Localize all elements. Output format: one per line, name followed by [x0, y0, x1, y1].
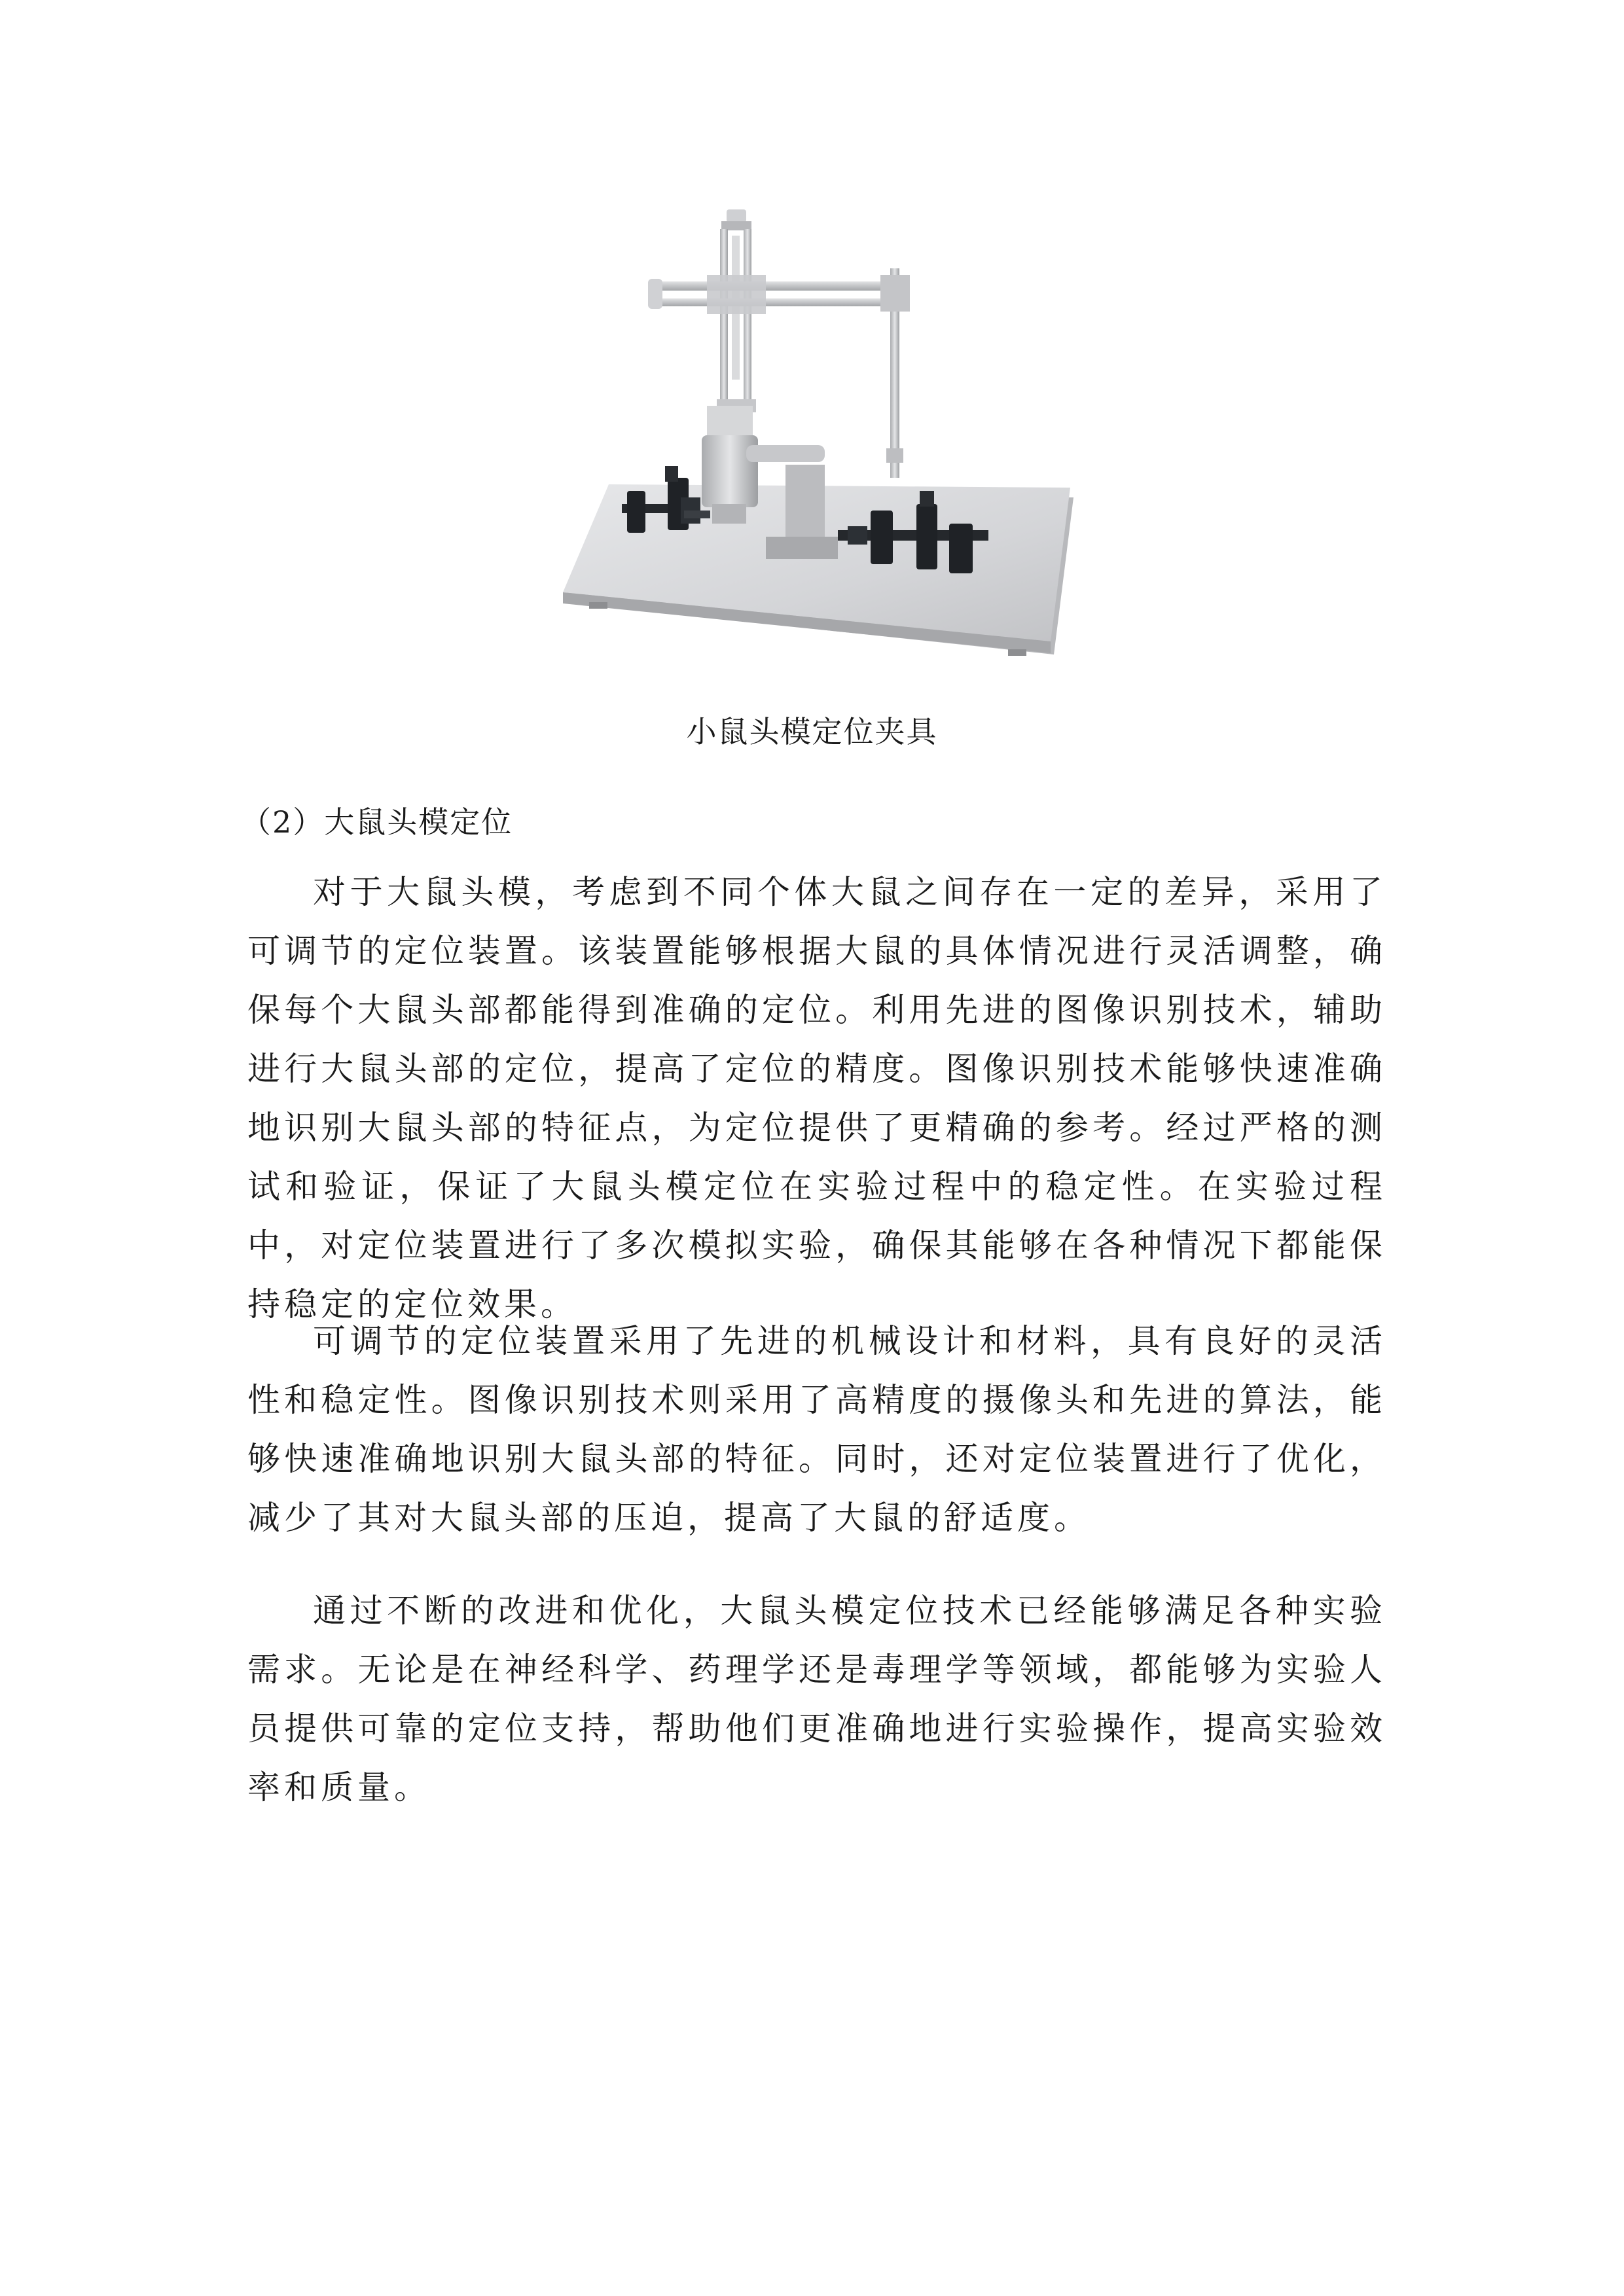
paragraph-2: 可调节的定位装置采用了先进的机械设计和材料，具有良好的灵活性和稳定性。图像识别技术则采用了高精度的摄像头和先进的算法，能够快速准确地识别大鼠头部的特征。同时，还对定位装置进行了优化，减少了其对大鼠头部的压迫，提高了大鼠的舒适度。	[247, 1322, 1386, 1537]
paragraph-3: 通过不断的改进和优化，大鼠头模定位技术已经能够满足各种实验需求。无论是在神经科学、药理学还是毒理学等领域，都能够为实验人员提供可靠的定位支持，帮助他们更准确地进行实验操作，提高实验效率和质量。	[247, 1592, 1386, 1806]
stereotaxic-frame-illustration	[550, 183, 1074, 694]
figure-caption: 小鼠头模定位夹具	[686, 714, 938, 749]
section-heading: （2）大鼠头模定位	[241, 804, 513, 840]
horizontal-arm	[648, 275, 910, 314]
stereotaxic-frame-image	[550, 183, 1074, 694]
paragraph-1: 对于大鼠头模，考虑到不同个体大鼠之间存在一定的差异，采用了可调节的定位装置。该装置能够根据大鼠的具体情况进行灵活调整，确保每个大鼠头部都能得到准确的定位。利用先进的图像识别技术，辅助进行大鼠头部的定位，提高了定位的精度。图像识别技术能够快速准确地识别大鼠头部的特征点，为定位提供了更精确的参考。经过严格的测试和验证，保证了大鼠头模定位在实验过程中的稳定性。在实验过程中，对定位装置进行了多次模拟实验，确保其能够在各种情况下都能保持稳定的定位效果。	[247, 873, 1386, 1323]
